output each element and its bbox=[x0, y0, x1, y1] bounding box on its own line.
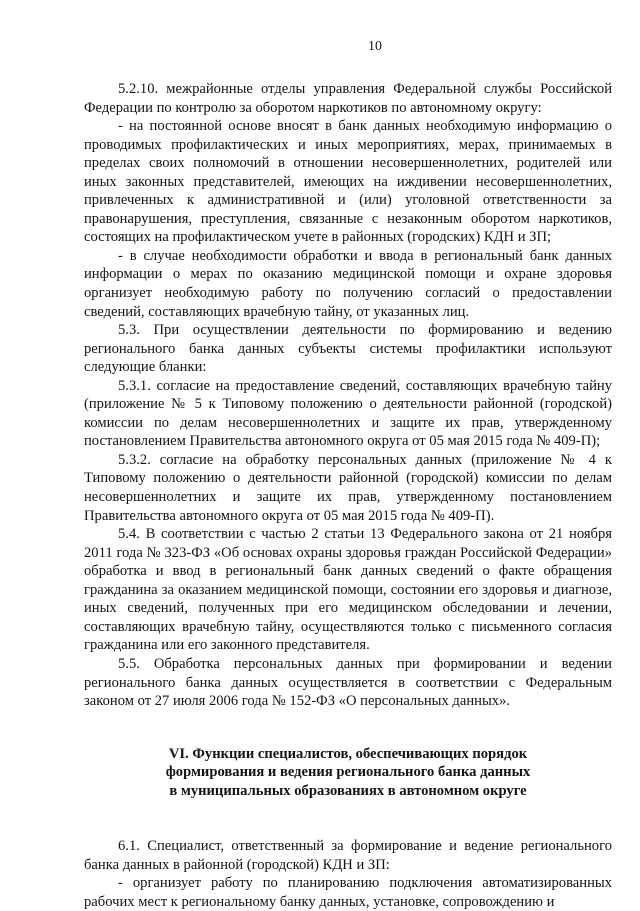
paragraph-5-5: 5.5. Обработка персональных данных при формировании и ведении регионального банка данных осуществляется в соответствии с Федеральным законом от 27 июля 2006 года № 152-ФЗ «О персональных данных». bbox=[84, 655, 612, 710]
paragraph-5-3-2: 5.3.2. согласие на обработку персональных данных (приложение № 4 к Типовому положению о деятельности районной (городской) комиссии по делам несовершеннолетних и защите их прав, утвержденному постановлением Правительства автономного округа от 05 мая 2015 года № 409-П). bbox=[84, 451, 612, 524]
paragraph-5-3: 5.3. При осуществлении деятельности по формированию и ведению регионального банка данных субъекты системы профилактики используют следующие бланки: bbox=[84, 322, 612, 376]
paragraph-5-2-10-item-1: - на постоянной основе вносят в банк данных необходимую информацию о проводимых профилактических и иных мероприятиях, мерах, принимаемых в пределах своих полномочий в отношении несовершеннолетних, родителей или иных законных представителей, имеющих на иждивении несовершеннолетних, привлеченных к административной и (или) уголовной ответственности за правонарушения, преступления, связанные с незаконным оборотом наркотиков, состоящих на профилактическом учете в районных (городских) КДН и ЗП; bbox=[84, 118, 612, 246]
section-heading-line-3: в муниципальных образованиях в автономном округе bbox=[169, 782, 527, 799]
paragraph-5-4: 5.4. В соответствии с частью 2 статьи 13 Федерального закона от 21 ноября 2011 года № 323-ФЗ «Об основах охраны здоровья граждан Российской Федерации» обработка и ввод в региональный банк данных сведений о факте обращения гражданина за оказанием медицинской помощи, состоянии его здоровья и диагнозе, иных сведений, полученных при его медицинском обследовании и лечении, составляющих врачебную тайну, осуществляются только с письменного согласия гражданина или его законного представителя. bbox=[84, 526, 612, 654]
section-heading bbox=[84, 745, 612, 801]
paragraph-6-1: 6.1. Специалист, ответственный за формирование и ведение регионального банка данных в районной (городской) КДН и ЗП: bbox=[84, 838, 612, 873]
paragraph-6-1-item-1: - организует работу по планированию подключения автоматизированных рабочих мест к региональному банку данных, установке, сопровождению и bbox=[84, 875, 612, 910]
section-heading-line-1: VI. Функции специалистов, обеспечивающих порядок bbox=[168, 745, 528, 762]
paragraph-5-2-10: 5.2.10. межрайонные отделы управления Федеральной службы Российской Федерации по контролю за оборотом наркотиков по автономному округу: bbox=[84, 81, 612, 116]
page-number: 10 bbox=[368, 39, 382, 54]
section-heading-line-2: формирования и ведения регионального банка данных bbox=[165, 764, 531, 781]
paragraph-5-2-10-item-2: - в случае необходимости обработки и ввода в региональный банк данных информации о мерах по оказанию медицинской помощи и охране здоровья организует необходимую работу по получению согласий о предоставлении сведений, составляющих врачебную тайну, от указанных лиц. bbox=[84, 247, 612, 320]
paragraph-5-3-1: 5.3.1. согласие на предоставление сведений, составляющих врачебную тайну (приложение № 5 к Типовому положению о деятельности районной (городской) комиссии по делам несовершеннолетних и защите их прав, утвержденному постановлением Правительства автономного округа от 05 мая 2015 года № 409-П); bbox=[84, 377, 612, 450]
